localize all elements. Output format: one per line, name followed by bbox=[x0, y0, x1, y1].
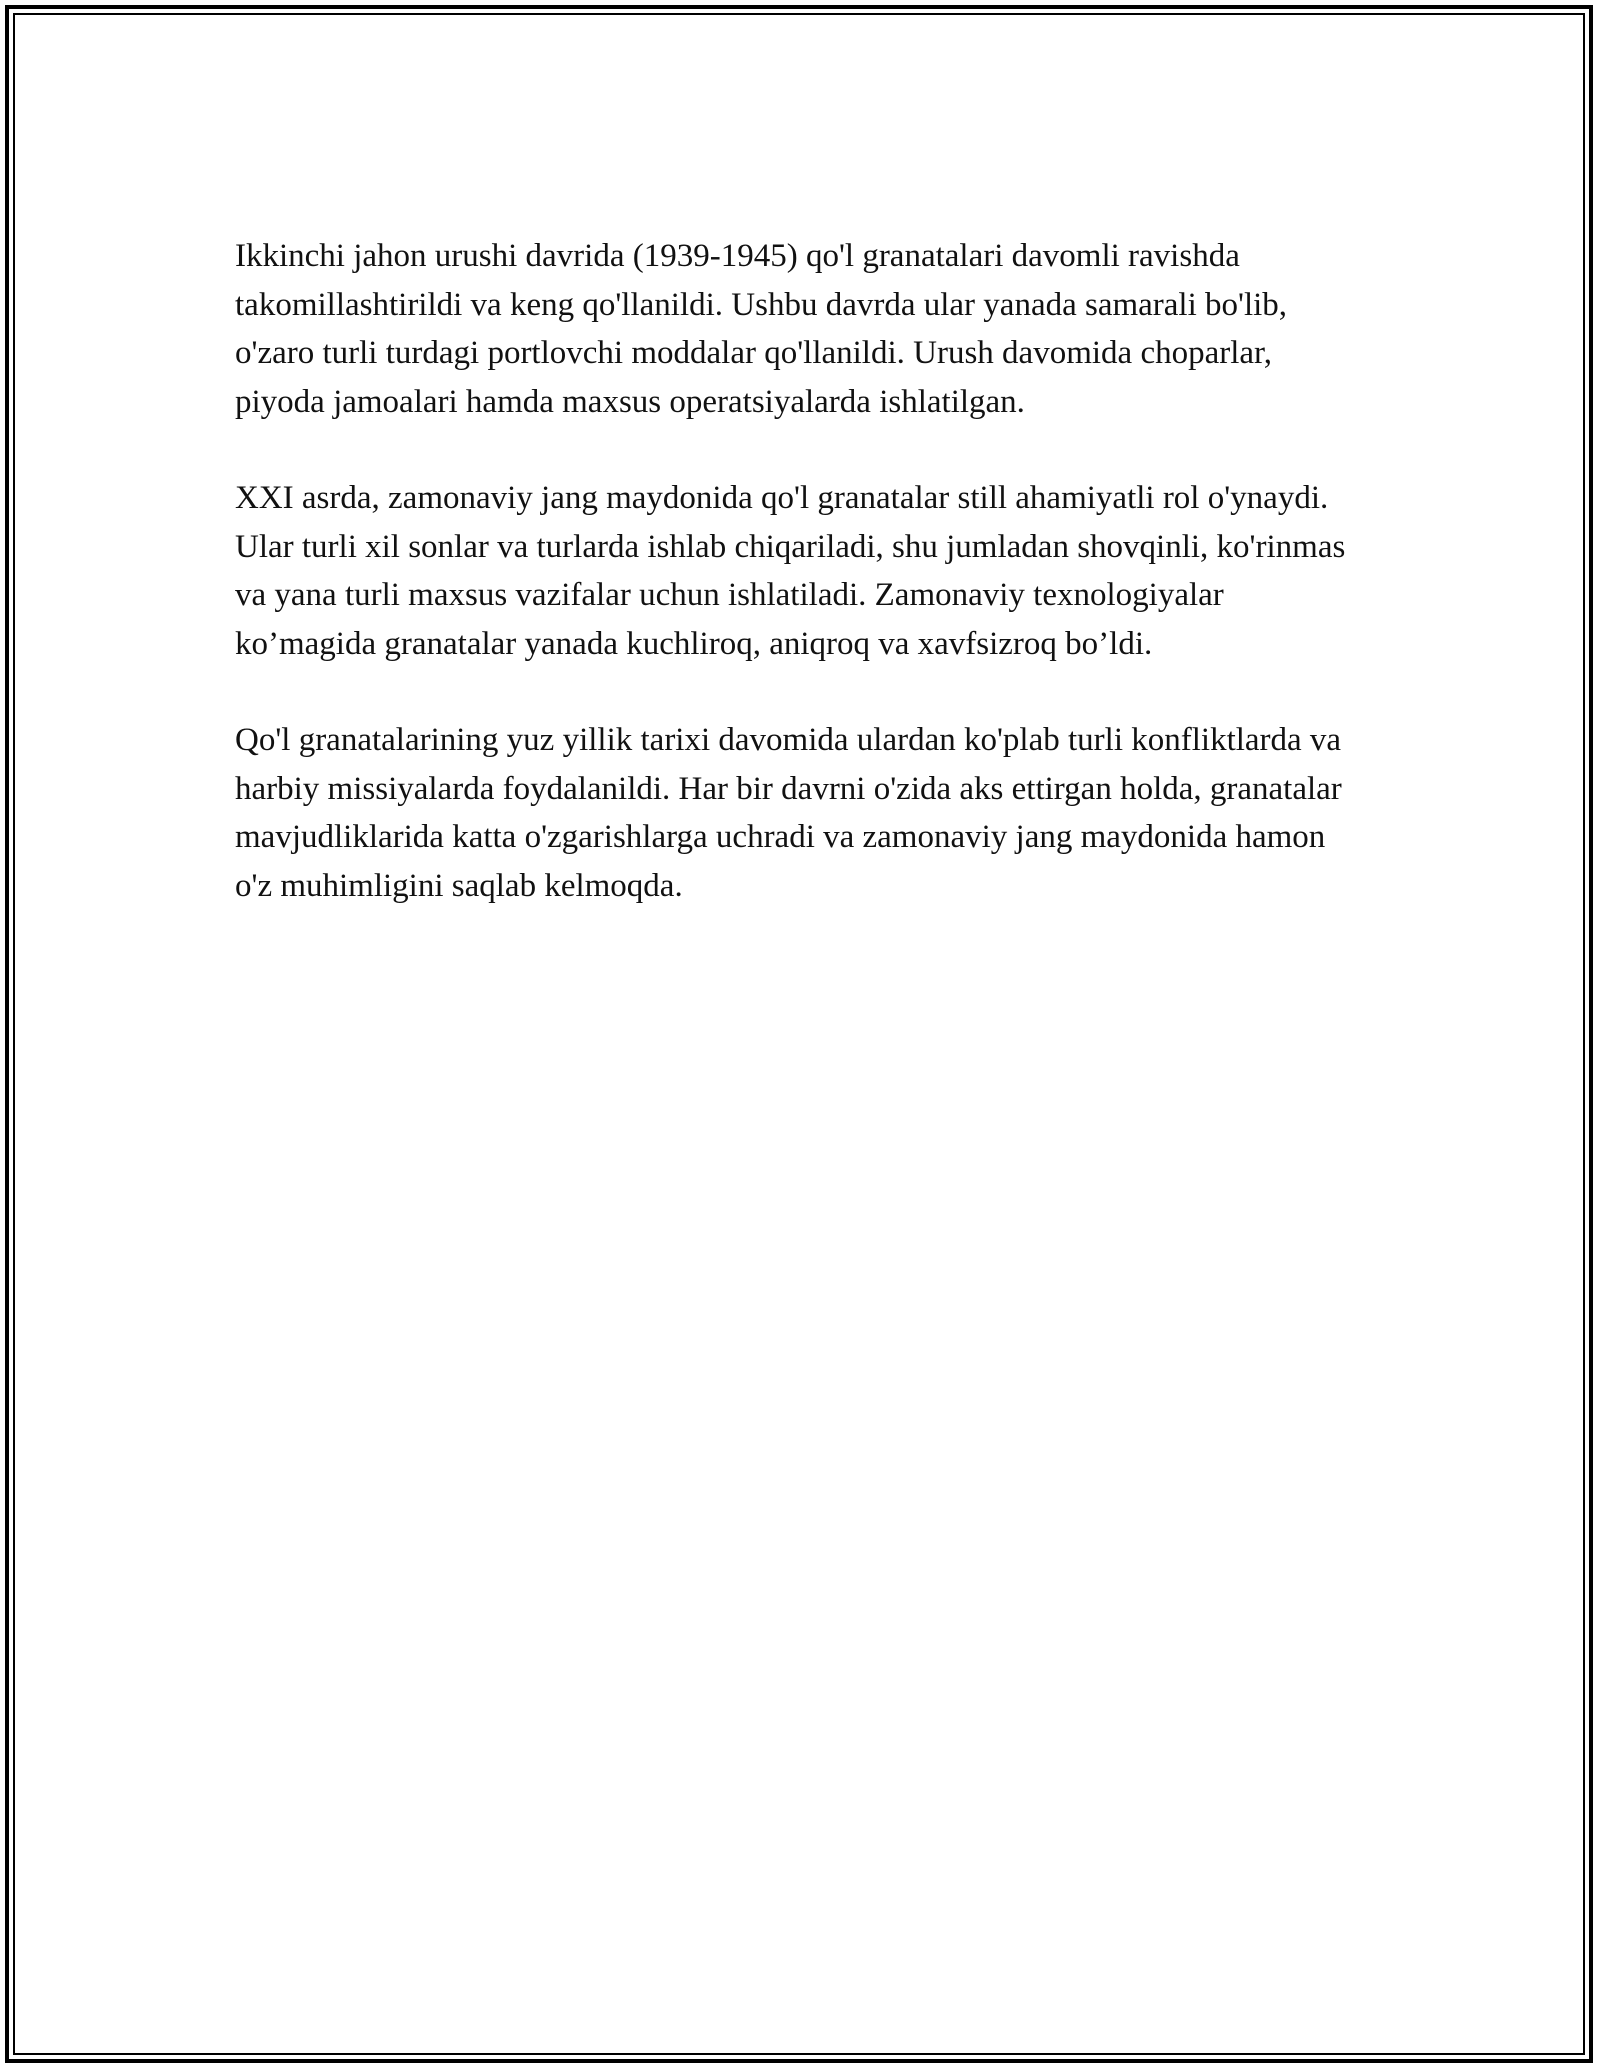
paragraph-3: Qo'l granatalarining yuz yillik tarixi davomida ulardan ko'plab turli konfliktlarda va harbiy missiyalarda foydalanildi. Har bir davrni o'zida aks ettirgan holda, granatalar mavjudliklarida katta o'zgarishlarga uchradi va zamonaviy jang maydonida hamon o'z muhimligini saqlab kelmoqda. bbox=[235, 722, 1342, 904]
paragraph-2: XXI asrda, zamonaviy jang maydonida qo'l granatalar still ahamiyatli rol o'ynaydi. Ular turli xil sonlar va turlarda ishlab chiqariladi, shu jumladan shovqinli, ko'rinmas va yana turli maxsus vazifalar uchun ishlatiladi. Zamonaviy texnologiyalar ko’magida granatalar yanada kuchliroq, aniqroq va xavfsizroq bo’ldi. bbox=[235, 480, 1346, 662]
paragraph-1: Ikkinchi jahon urushi davrida (1939-1945) qo'l granatalari davomli ravishda takomillashtirildi va keng qo'llanildi. Ushbu davrda ular yanada samarali bo'lib, o'zaro turli turdagi portlovchi moddalar qo'llanildi. Urush davomida choparlar, piyoda jamoalari hamda maxsus operatsiyalarda ishlatilgan. bbox=[235, 238, 1288, 420]
document-body bbox=[235, 232, 1365, 958]
